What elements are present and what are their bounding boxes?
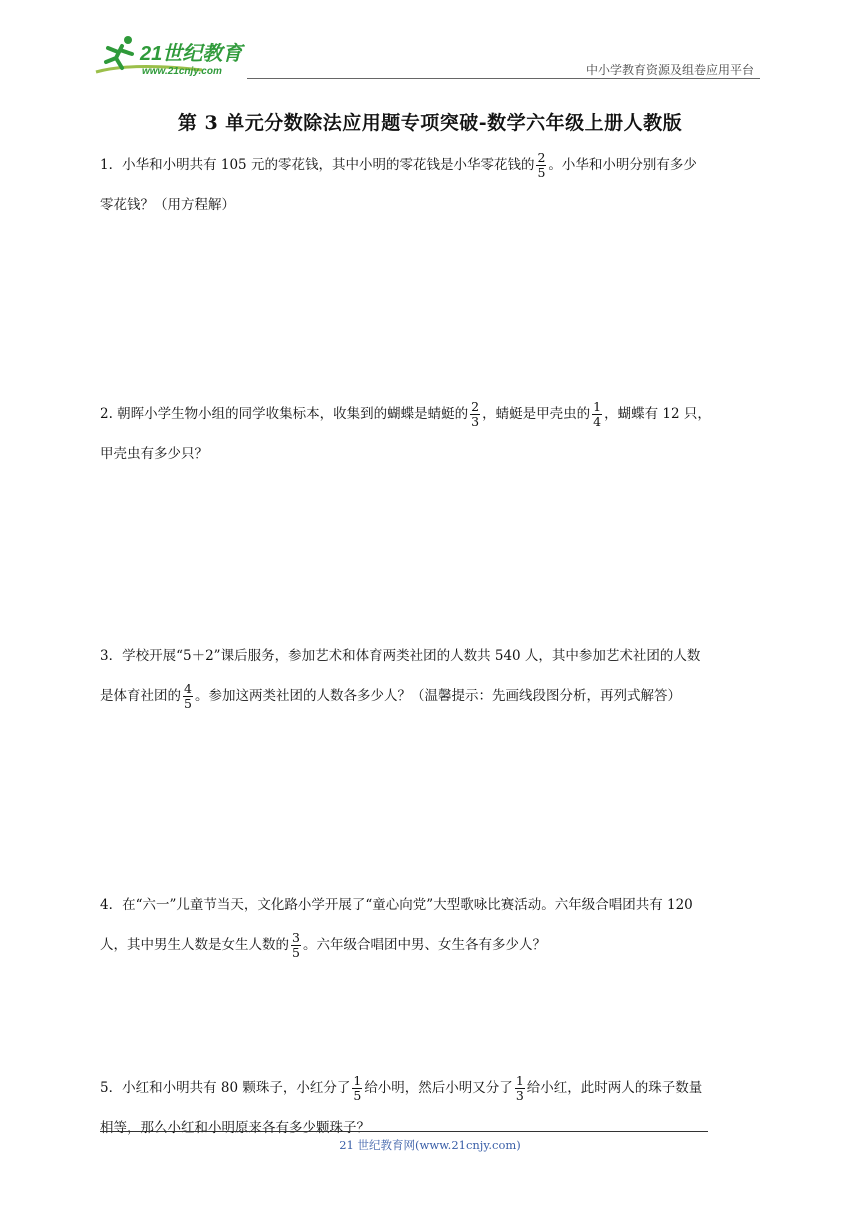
question-3 [100, 636, 764, 716]
question-4 [100, 885, 764, 965]
fraction: $\frac{3}{5}$ [292, 930, 300, 960]
fraction: $\frac{1}{3}$ [515, 1073, 524, 1103]
fraction: $\frac{2}{3}$ [471, 399, 480, 429]
logo-url: www.21cnjy.com [142, 66, 222, 77]
21cnjy-logo [92, 32, 262, 78]
question-4-line-2: 人，其中男生人数是女生人数的 $\frac{3}{5}$ 。六年级合唱团中男、女生各有多少人？ [100, 930, 546, 960]
header-divider [247, 78, 760, 79]
logo-text: 21世纪教育 [140, 43, 243, 65]
footer-divider [100, 1131, 708, 1132]
platform-name: 中小学教育资源及组卷应用平台 [585, 63, 754, 77]
question-2-line-1: 2. 朝晖小学生物小组的同学收集标本，收集到的蝴蝶是蜻蜓的 $\frac{2}{3}$ ，蜻蜓是甲壳虫的 $\frac{1}{4}$ ，蝴蝶有 12 只， [100, 399, 711, 429]
question-1-line-1: 1．小华和小明共有 105 元的零花钱，其中小明的零花钱是小华零花钱的 $\frac{2}{5}$ 。小华和小明分别有多少 [100, 150, 697, 180]
question-5-line-1: 5．小红和小明共有 80 颗珠子，小红分了 $\frac{1}{5}$ 给小明，然后小明又分了 $\frac{1}{3}$ 给小红，此时两人的珠子数量 [100, 1073, 703, 1103]
question-3-line-1: 3．学校开展“5＋2”课后服务，参加艺术和体育两类社团的人数共 540 人，其中参加艺术社团的人数 [100, 648, 701, 664]
question-1-line-2: 零花钱？（用方程解） [100, 197, 235, 213]
fraction: $\frac{1}{5}$ [353, 1073, 362, 1103]
question-3-line-2: 是体育社团的 $\frac{4}{5}$ 。参加这两类社团的人数各多少人？（温馨提示：先画线段图分析，再列式解答） [100, 681, 681, 711]
question-5 [100, 1068, 764, 1148]
footer-link[interactable]: 21 世纪教育网(www.21cnjy.com) [339, 1138, 521, 1152]
fraction: $\frac{1}{4}$ [593, 399, 602, 429]
document-title: 第 3 单元分数除法应用题专项突破-数学六年级上册人教版 [177, 112, 683, 134]
question-2 [100, 394, 764, 474]
fraction: $\frac{4}{5}$ [184, 681, 192, 711]
fraction: $\frac{2}{5}$ [537, 150, 546, 180]
question-1 [100, 145, 764, 225]
question-4-line-1: 4．在“六一”儿童节当天，文化路小学开展了“童心向党”大型歌咏比赛活动。六年级合唱团共有 120 [100, 897, 693, 913]
question-2-line-2: 甲壳虫有多少只？ [100, 446, 208, 462]
page-header [92, 30, 760, 80]
question-5-line-2: 相等，那么小红和小明原来各有多少颗珠子？ [100, 1120, 370, 1136]
